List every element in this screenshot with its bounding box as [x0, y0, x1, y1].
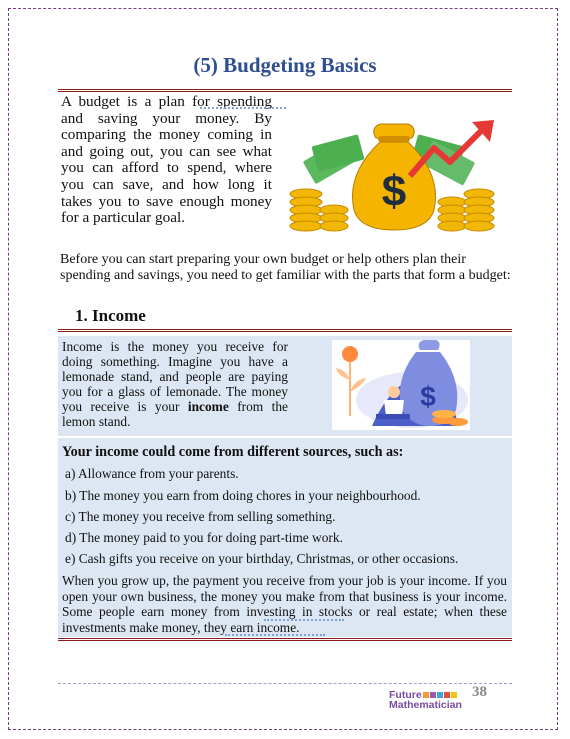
section-divider-bottom: [58, 638, 512, 641]
list-item: c) The money you receive from selling something.: [65, 509, 336, 524]
list-item: d) The money paid to you for doing part-time work.: [65, 530, 343, 545]
income-bold-word: income: [187, 399, 229, 414]
spellcheck-underline: [200, 107, 286, 109]
section-heading-income: 1. Income: [75, 306, 146, 325]
list-item: b) The money you earn from doing chores in your neighbourhood.: [65, 488, 421, 503]
svg-text:$: $: [420, 381, 436, 412]
logo-line-2: Mathematician: [389, 699, 462, 711]
spellcheck-underline: [225, 634, 325, 636]
income-illustration: [332, 340, 470, 430]
future-mathematician-logo: [389, 690, 462, 710]
section-divider-top: [58, 329, 512, 332]
income-closing-paragraph: When you grow up, the payment you receive from your job is your income. If you open your own business, the money you make from that business is your income. Some people earn money from investing in stocks or real estate; when these investments make money, they earn income.: [62, 573, 507, 635]
income-sources-heading: Your income could come from different sources, such as:: [62, 444, 404, 460]
svg-text:$: $: [381, 167, 407, 216]
income-text-2: from the lemon stand.: [62, 399, 288, 429]
title-divider: [58, 89, 512, 92]
budget-parts-intro: Before you can start preparing your own budget or help others plan their spending and savings, you need to get familiar with the parts that form a budget:: [60, 252, 511, 284]
intro-paragraph: A budget is a plan for spending and saving your money. By comparing the money coming in and going out, you can see what you can afford to spend, where you can save, and how long it takes you to save enough money for a particular goal.: [61, 93, 272, 227]
money-bag-illustration: [284, 118, 498, 236]
page-title: (5) Budgeting Basics: [193, 53, 377, 77]
spellcheck-underline: [264, 619, 344, 621]
list-item: a) Allowance from your parents.: [65, 466, 239, 481]
list-item: e) Cash gifts you receive on your birthday, Christmas, or other occasions.: [65, 551, 459, 566]
footer-divider: [58, 683, 512, 684]
income-text-1: Income is the money you receive for doing something. Imagine you have a lemonade stand, and people are paying you for a glass of lemonade. The money you receive is your: [62, 339, 288, 414]
page-number: 38: [472, 684, 487, 700]
income-definition: [62, 339, 288, 429]
logo-line-1: Future: [389, 689, 422, 701]
